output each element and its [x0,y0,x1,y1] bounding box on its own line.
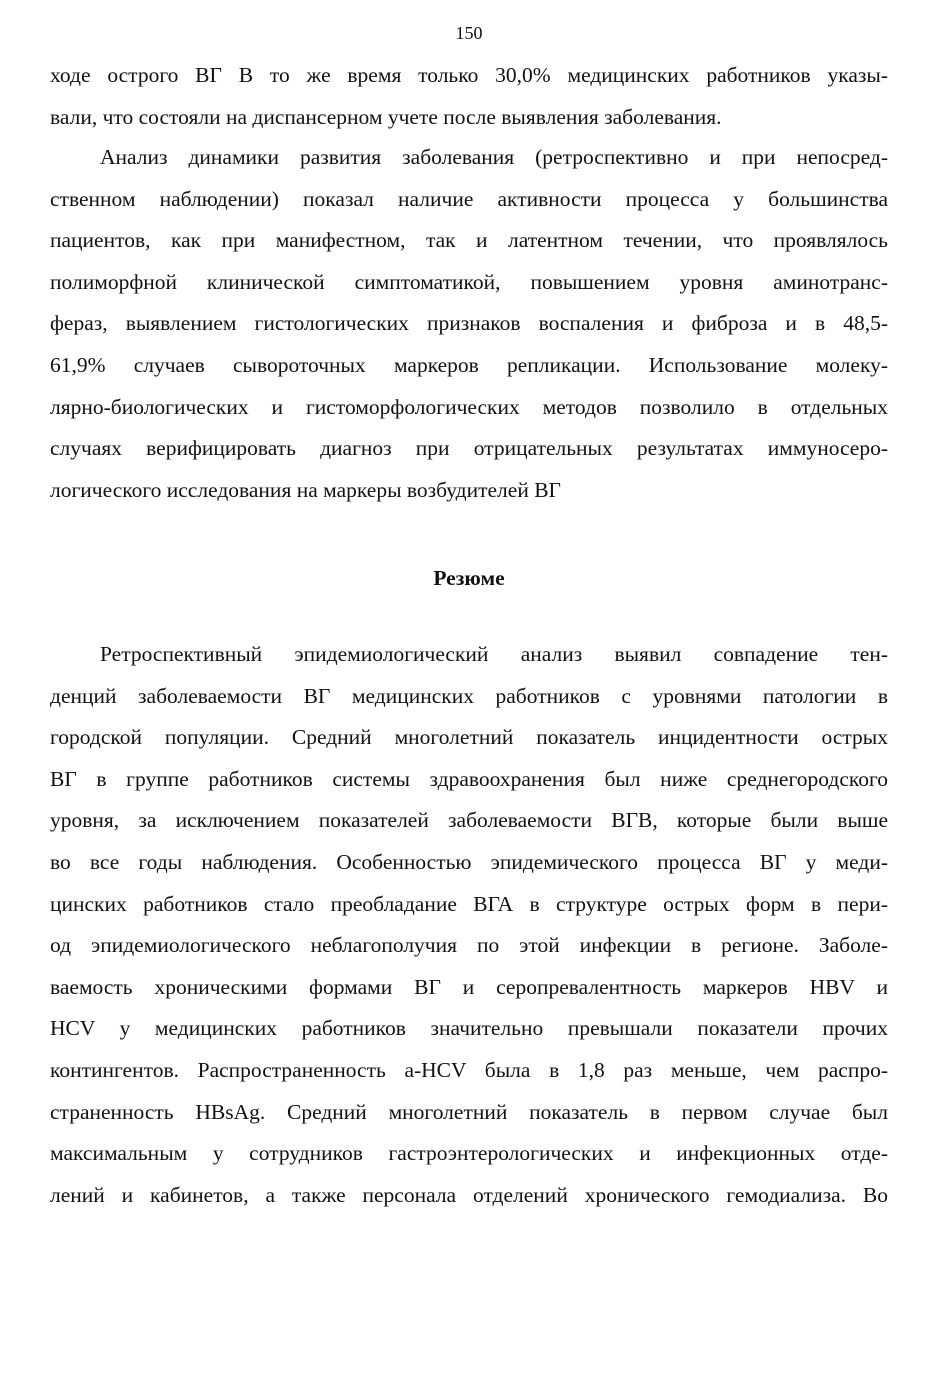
text-line: Ретроспективный эпидемиологический анализ выявил совпадение тен- [100,642,888,666]
text-line: вали, что состояли на диспансерном учете после выявления заболевания. [50,104,722,129]
text-line: страненность HBsAg. Средний многолетний показатель в первом случае был [50,1099,888,1124]
text-line: Анализ динамики развития заболевания (ретроспективно и при непосред- [100,145,888,169]
text-line: лярно-биологических и гистоморфологических методов позволило в отдельных [50,394,888,419]
text-line: од эпидемиологического неблагополучия по этой инфекции в регионе. Заболе- [50,933,888,958]
text-line: HCV у медицинских работников значительно превышали показатели прочих [50,1016,888,1041]
text-line: ваемость хроническими формами ВГ и серопревалентность маркеров HBV и [50,974,888,999]
text-line: ходе острого ВГ В то же время только 30,0% медицинских работников указы- [50,63,888,87]
page-number: 150 [455,23,483,43]
text-line: во все годы наблюдения. Особенностью эпидемического процесса ВГ у меди- [50,849,888,874]
text-line: городской популяции. Средний многолетний показатель инцидентности острых [50,725,888,750]
text-line: ВГ в группе работников системы здравоохранения был ниже среднегородского [50,766,888,791]
text-line: пациентов, как при манифестном, так и латентном течении, что проявлялось [50,228,888,253]
text-line: контингентов. Распространенность a-HCV была в 1,8 раз меньше, чем распро- [50,1057,888,1082]
text-line: полиморфной клинической симптоматикой, повышением уровня аминотранс- [50,269,888,294]
paragraph-continuation [50,55,888,138]
section-heading: Резюме [433,566,505,590]
text-line: фераз, выявлением гистологических признаков воспаления и фиброза и в 48,5- [50,311,888,336]
paragraph-analysis [50,137,888,511]
text-line: максимальным у сотрудников гастроэнтерологических и инфекционных отде- [50,1141,888,1166]
text-line: лений и кабинетов, а также персонала отделений хронического гемодиализа. Во [50,1182,888,1207]
text-line: 61,9% случаев сывороточных маркеров репликации. Использование молеку- [50,352,888,377]
text-line: случаях верифицировать диагноз при отрицательных результатах иммуносеро- [50,436,888,461]
text-line: ственном наблюдении) показал наличие активности процесса у большинства [50,186,888,211]
text-line: уровня, за исключением показателей заболеваемости ВГВ, которые были выше [50,808,888,833]
paragraph-summary [50,634,888,1216]
text-line: логического исследования на маркеры возбудителей ВГ [50,477,561,502]
text-line: цинских работников стало преобладание ВГА в структуре острых форм в пери- [50,891,888,916]
text-line: денций заболеваемости ВГ медицинских работников с уровнями патологии в [50,683,888,708]
